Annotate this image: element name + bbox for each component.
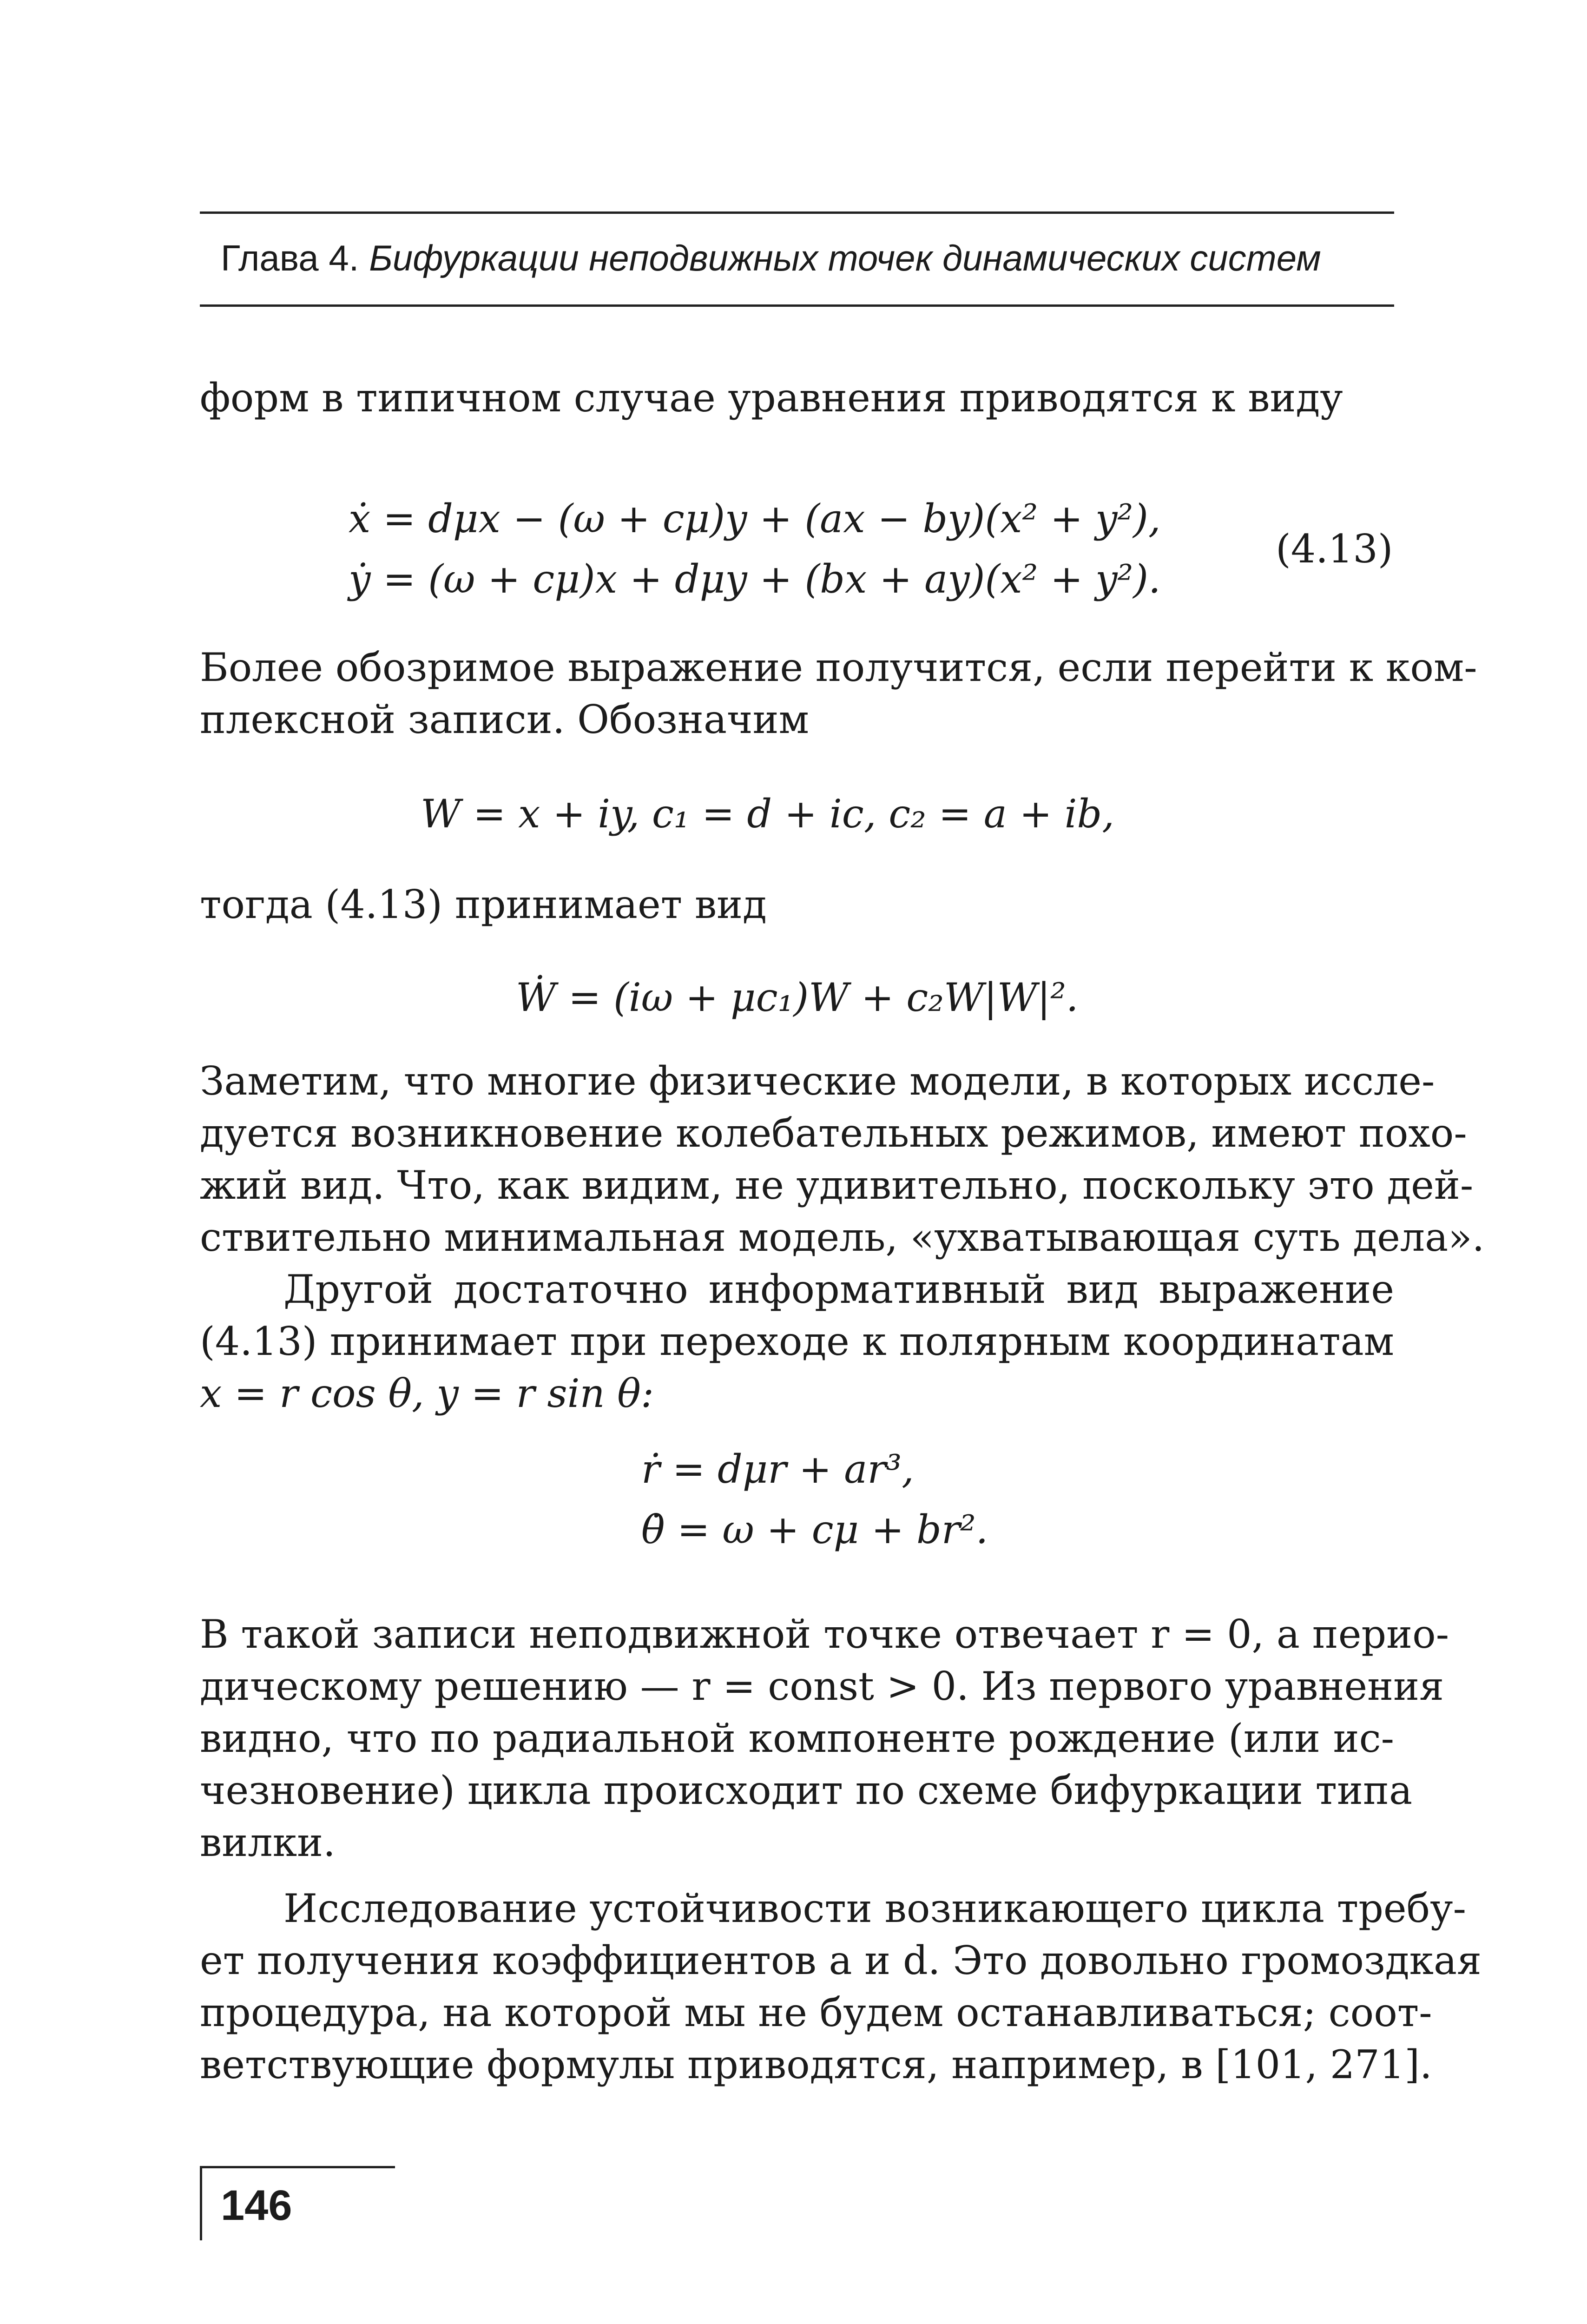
paragraph-6-line-3: видно, что по радиальной компоненте рождение (или ис- [200, 1716, 1394, 1761]
paragraph-intro: форм в типичном случае уравнения приводятся к виду [200, 375, 1343, 421]
paragraph-5-line-1: Другой достаточно информативный вид выражение [283, 1267, 1394, 1312]
equation-number-4-13: (4.13) [1276, 526, 1393, 572]
equation-complex-form: Ẇ = (iω + μc₁)W + c₂W|W|². [516, 975, 1079, 1020]
paragraph-2-line-2: плексной записи. Обозначим [200, 697, 809, 742]
equation-definitions: W = x + iy, c₁ = d + ic, c₂ = a + ib, [421, 791, 1114, 837]
equation-4-13-line-2: ẏ = (ω + cμ)x + dμy + (bx + ay)(x² + y²). [349, 556, 1161, 602]
equation-4-13-line-1: ẋ = dμx − (ω + cμ)y + (ax − by)(x² + y²), [349, 496, 1161, 541]
running-header [221, 232, 1383, 284]
paragraph-6-line-1: В такой записи неподвижной точке отвечает r = 0, а перио- [200, 1611, 1449, 1657]
equation-polar-r: ṙ = dμr + ar³, [641, 1446, 914, 1492]
chapter-title: Бифуркации неподвижных точек динамических систем [369, 238, 1321, 278]
paragraph-7-line-4: ветствующие формулы приводятся, например, в [101, 271]. [200, 2042, 1432, 2087]
paragraph-7-line-1: Исследование устойчивости возникающего цикла требу- [283, 1886, 1466, 1931]
page-number: 146 [221, 2182, 292, 2229]
page-number-left-rule [200, 2166, 202, 2240]
header-top-rule [200, 211, 1394, 214]
equation-polar-theta: θ̇ = ω + cμ + br². [641, 1507, 988, 1552]
paragraph-6-line-5: вилки. [200, 1820, 336, 1865]
paragraph-7-line-3: процедура, на которой мы не будем останавливаться; соот- [200, 1990, 1432, 2035]
header-bottom-rule [200, 304, 1394, 307]
paragraph-6-line-2: дическому решению — r = const > 0. Из первого уравнения [200, 1664, 1444, 1709]
paragraph-6-line-4: чезновение) цикла происходит по схеме бифуркации типа [200, 1768, 1413, 1813]
page-number-box [200, 2166, 395, 2240]
paragraph-2-line-1: Более обозримое выражение получится, если перейти к ком- [200, 645, 1477, 690]
paragraph-5-line-3: x = r cos θ, y = r sin θ: [200, 1371, 654, 1416]
chapter-label: Глава 4. [221, 238, 359, 278]
paragraph-4-line-2: дуется возникновение колебательных режимов, имеют похо- [200, 1110, 1467, 1156]
paragraph-4-line-4: ствительно минимальная модель, «ухватывающая суть дела». [200, 1215, 1485, 1260]
paragraph-7-line-2: ет получения коэффициентов a и d. Это довольно громоздкая [200, 1938, 1482, 1983]
paragraph-5-line-2: (4.13) принимает при переходе к полярным координатам [200, 1319, 1394, 1364]
page-number-top-rule [200, 2166, 395, 2168]
paragraph-4-line-1: Заметим, что многие физические модели, в которых иссле- [200, 1058, 1435, 1104]
paragraph-4-line-3: жий вид. Что, как видим, не удивительно, поскольку это дей- [200, 1162, 1474, 1208]
paragraph-3: тогда (4.13) принимает вид [200, 882, 767, 927]
